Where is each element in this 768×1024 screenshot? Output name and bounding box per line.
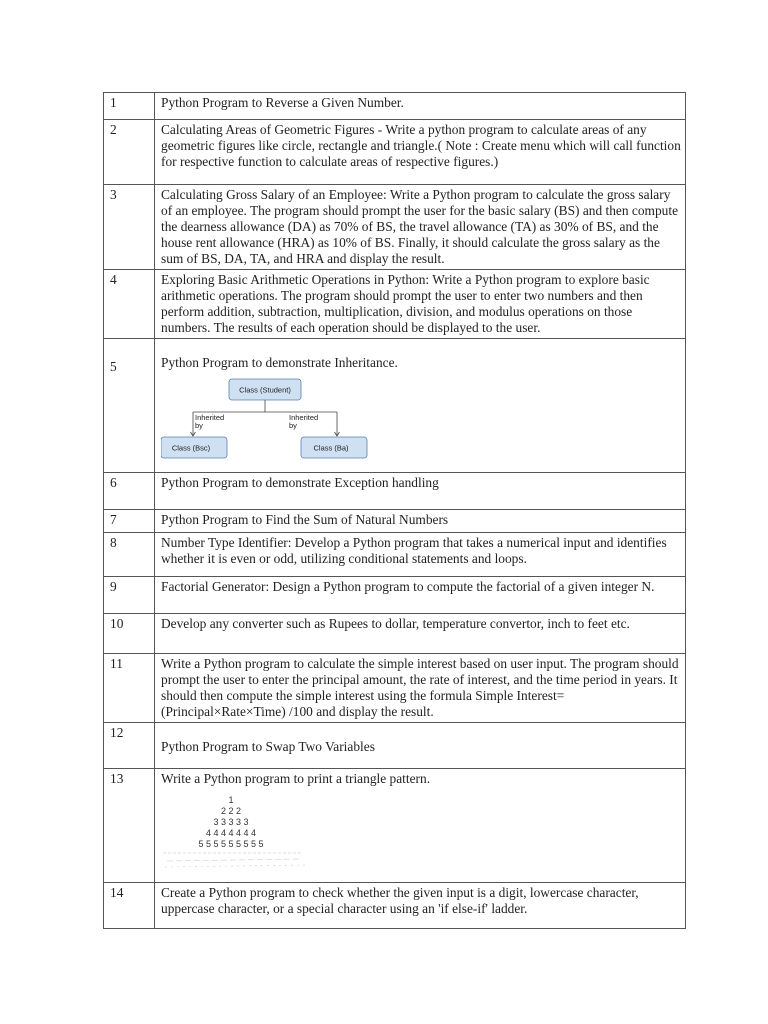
table-row [104, 769, 686, 883]
child-class-label: Class (Bsc) [171, 443, 211, 453]
row-description: Number Type Identifier: Develop a Python program that takes a numerical input and identifies whether it is even or odd, utilizing conditional statements and loops. [155, 533, 686, 577]
pattern-line: 3 3 3 3 3 [213, 817, 249, 827]
row-number: 13 [104, 769, 155, 883]
inherited-label: Inherited [195, 413, 225, 422]
row-description [155, 769, 686, 883]
pattern-line: 4 4 4 4 4 4 4 [205, 828, 257, 838]
pattern-line: 5 5 5 5 5 5 5 5 5 [198, 839, 264, 849]
table-row [104, 93, 686, 120]
row-number: 2 [104, 120, 155, 185]
row-description: Create a Python program to check whether the given input is a digit, lowercase character, uppercase character, or a special character using an 'if else-if' ladder. [155, 883, 686, 929]
row-number: 9 [104, 577, 155, 614]
pattern-scribble [165, 865, 307, 867]
row-description: Python Program to Reverse a Given Number. [155, 93, 686, 120]
row-description: Python Program to Find the Sum of Natural Numbers [155, 510, 686, 533]
row-description [155, 723, 686, 769]
table-row [104, 270, 686, 339]
row-number [104, 339, 155, 473]
table-row [104, 473, 686, 510]
row-description: Exploring Basic Arithmetic Operations in Python: Write a Python program to explore basic arithmetic operations. The program should prompt the user to enter two numbers and then perform addition, subtraction, multiplication, division, and modulus operations on those numbers. The results of each operation should be displayed to the user. [155, 270, 686, 339]
row-description: Calculating Areas of Geometric Figures - Write a python program to calculate areas of any geometric figures like circle, rectangle and triangle.( Note : Create menu which will call function for respective function to calculate areas of respective figures.) [155, 120, 686, 185]
inherited-label: Inherited [289, 413, 319, 422]
inheritance-diagram [161, 377, 381, 465]
row-number: 7 [104, 510, 155, 533]
row-description: Develop any converter such as Rupees to dollar, temperature convertor, inch to feet etc. [155, 614, 686, 654]
triangle-pattern-image [161, 793, 311, 875]
row-description-text: Python Program to demonstrate Inheritance. [161, 355, 398, 370]
table-row [104, 185, 686, 270]
row-number: 14 [104, 883, 155, 929]
row-description: Calculating Gross Salary of an Employee: Write a Python program to calculate the gross salary of an employee. The program should prompt the user for the basic salary (BS) and then compute the dearness allowance (DA) as 70% of BS, the travel allowance (TA) as 30% of BS, and the house rent allowance (HRA) as 10% of BS. Finally, it should calculate the gross salary as the sum of BS, DA, TA, and HRA and display the result. [155, 185, 686, 270]
table-row [104, 654, 686, 723]
pattern-scribble [167, 859, 299, 861]
pattern-line: 1 [228, 795, 234, 805]
row-number: 12 [104, 723, 155, 769]
table-row [104, 339, 686, 473]
row-number-text: 5 [110, 359, 117, 374]
row-description-text: Python Program to Swap Two Variables [161, 739, 375, 754]
row-number: 6 [104, 473, 155, 510]
child-class-label: Class (Ba) [313, 443, 349, 453]
table-row [104, 723, 686, 769]
pattern-line: 2 2 2 [220, 806, 242, 816]
table-row [104, 577, 686, 614]
row-number: 11 [104, 654, 155, 723]
row-number: 10 [104, 614, 155, 654]
row-description: Factorial Generator: Design a Python program to compute the factorial of a given integer N. [155, 577, 686, 614]
row-number: 4 [104, 270, 155, 339]
row-number: 3 [104, 185, 155, 270]
table-row [104, 883, 686, 929]
row-description [155, 339, 686, 473]
table-row [104, 120, 686, 185]
table-row [104, 510, 686, 533]
by-label: by [289, 421, 297, 430]
row-description: Write a Python program to calculate the simple interest based on user input. The program should prompt the user to enter the principal amount, the rate of interest, and the time period in years. It should then compute the simple interest using the formula Simple Interest=(Principal×Rate×Time) /100 and display the result. [155, 654, 686, 723]
table-row [104, 533, 686, 577]
parent-class-label: Class (Student) [239, 385, 291, 395]
row-description: Python Program to demonstrate Exception handling [155, 473, 686, 510]
row-number: 1 [104, 93, 155, 120]
row-number: 8 [104, 533, 155, 577]
table-row [104, 614, 686, 654]
by-label: by [195, 421, 203, 430]
row-description-text: Write a Python program to print a triangle pattern. [161, 771, 431, 786]
program-list-table [103, 92, 686, 929]
